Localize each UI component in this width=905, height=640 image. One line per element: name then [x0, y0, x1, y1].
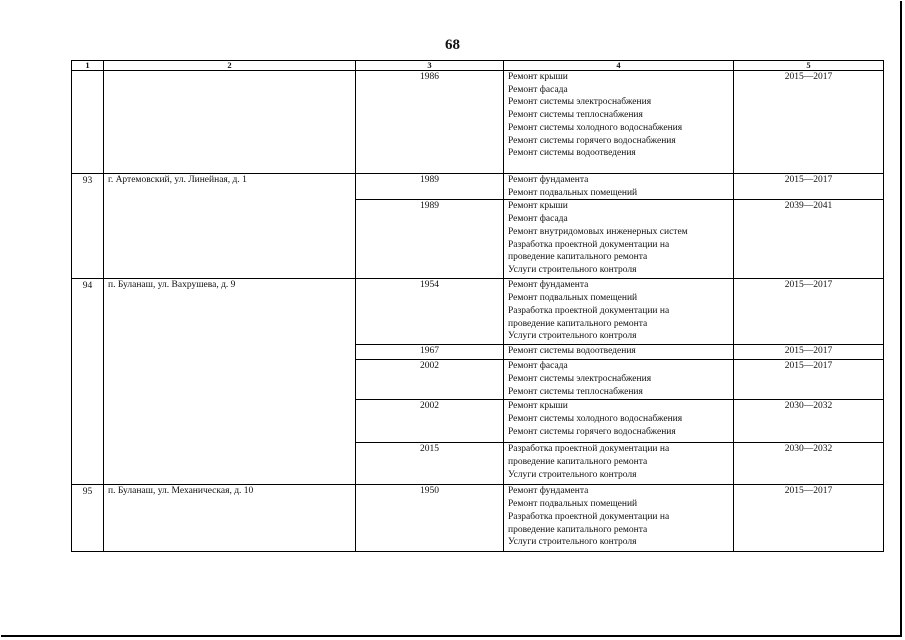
repair-period: 2015—2017: [734, 485, 884, 552]
work-item: Ремонт фундамента: [508, 280, 589, 291]
works-list: [504, 345, 734, 360]
column-number-row: [72, 61, 884, 71]
column-number: 1: [72, 61, 104, 71]
works-list: [504, 443, 734, 485]
works-list: [504, 200, 734, 279]
works-list: [504, 360, 734, 400]
commission-year: 2002: [356, 400, 504, 443]
work-item: Ремонт системы электроснабжения: [508, 374, 652, 385]
work-item: Разработка проектной документации на: [508, 239, 670, 250]
repair-schedule-table: [71, 60, 884, 552]
building-address: п. Буланаш, ул. Механическая, д. 10: [104, 485, 356, 552]
building-address: п. Буланаш, ул. Вахрушева, д. 9: [104, 279, 356, 485]
work-item: Ремонт крыши: [508, 201, 568, 212]
work-item: Разработка проектной документации на: [508, 305, 670, 316]
commission-year: 2015: [356, 443, 504, 485]
page-number: 68: [445, 37, 460, 53]
table-row: [72, 71, 884, 174]
repair-period: 2030—2032: [734, 443, 884, 485]
repair-period: 2015—2017: [734, 360, 884, 400]
commission-year: 1950: [356, 485, 504, 552]
work-item: Ремонт фундамента: [508, 175, 589, 185]
column-number: 2: [104, 61, 356, 71]
work-item: проведение капитального ремонта: [508, 457, 648, 468]
work-item: Ремонт крыши: [508, 72, 568, 82]
work-item: проведение капитального ремонта: [508, 252, 648, 263]
work-item: Ремонт фасада: [508, 84, 568, 95]
commission-year: 1989: [356, 174, 504, 200]
object-number: 95: [72, 485, 104, 552]
repair-period: 2015—2017: [734, 174, 884, 200]
repair-period: 2015—2017: [734, 279, 884, 345]
work-item: Разработка проектной документации на: [508, 444, 670, 455]
building-address: [104, 71, 356, 174]
work-item: Ремонт фасада: [508, 361, 568, 372]
commission-year: 1954: [356, 279, 504, 345]
table-row: [72, 485, 884, 552]
work-item: Ремонт системы горячего водоснабжения: [508, 135, 676, 146]
work-item: проведение капитального ремонта: [508, 318, 648, 329]
work-item: Ремонт подвальных помещений: [508, 187, 638, 198]
object-number: 93: [72, 174, 104, 279]
table-row: [72, 174, 884, 200]
column-number: 5: [734, 61, 884, 71]
work-item: Ремонт системы теплоснабжения: [508, 110, 643, 121]
works-list: [504, 400, 734, 443]
work-item: проведение капитального ремонта: [508, 524, 648, 535]
object-number: [72, 71, 104, 174]
work-item: Услуги строительного контроля: [508, 331, 637, 342]
commission-year: 1967: [356, 345, 504, 360]
work-item: Ремонт системы теплоснабжения: [508, 386, 643, 397]
work-item: Ремонт системы холодного водоснабжения: [508, 414, 683, 425]
work-item: Ремонт системы горячего водоснабжения: [508, 426, 676, 437]
work-item: Услуги строительного контроля: [508, 537, 637, 548]
works-list: [504, 71, 734, 174]
work-item: Ремонт фасада: [508, 214, 568, 225]
table-row: [72, 279, 884, 345]
work-item: Услуги строительного контроля: [508, 469, 637, 480]
work-item: Ремонт системы водоотведения: [508, 346, 636, 357]
repair-period: 2030—2032: [734, 400, 884, 443]
commission-year: 1989: [356, 200, 504, 279]
works-list: [504, 485, 734, 552]
repair-period: 2039—2041: [734, 200, 884, 279]
column-number: 4: [504, 61, 734, 71]
works-list: [504, 279, 734, 345]
work-item: Ремонт внутридомовых инженерных систем: [508, 226, 688, 237]
building-address: г. Артемовский, ул. Линейная, д. 1: [104, 174, 356, 279]
repair-period: 2015—2017: [734, 71, 884, 174]
commission-year: 1986: [356, 71, 504, 174]
work-item: Разработка проектной документации на: [508, 511, 670, 522]
work-item: Ремонт фундамента: [508, 486, 589, 497]
work-item: Ремонт системы электроснабжения: [508, 97, 652, 108]
commission-year: 2002: [356, 360, 504, 400]
work-item: Ремонт системы водоотведения: [508, 148, 636, 159]
work-item: Ремонт системы холодного водоснабжения: [508, 122, 683, 133]
column-number: 3: [356, 61, 504, 71]
work-item: Ремонт подвальных помещений: [508, 499, 638, 510]
works-list: [504, 174, 734, 200]
work-item: Услуги строительного контроля: [508, 264, 637, 275]
repair-period: 2015—2017: [734, 345, 884, 360]
work-item: Ремонт крыши: [508, 401, 568, 412]
work-item: Ремонт подвальных помещений: [508, 293, 638, 304]
object-number: 94: [72, 279, 104, 485]
